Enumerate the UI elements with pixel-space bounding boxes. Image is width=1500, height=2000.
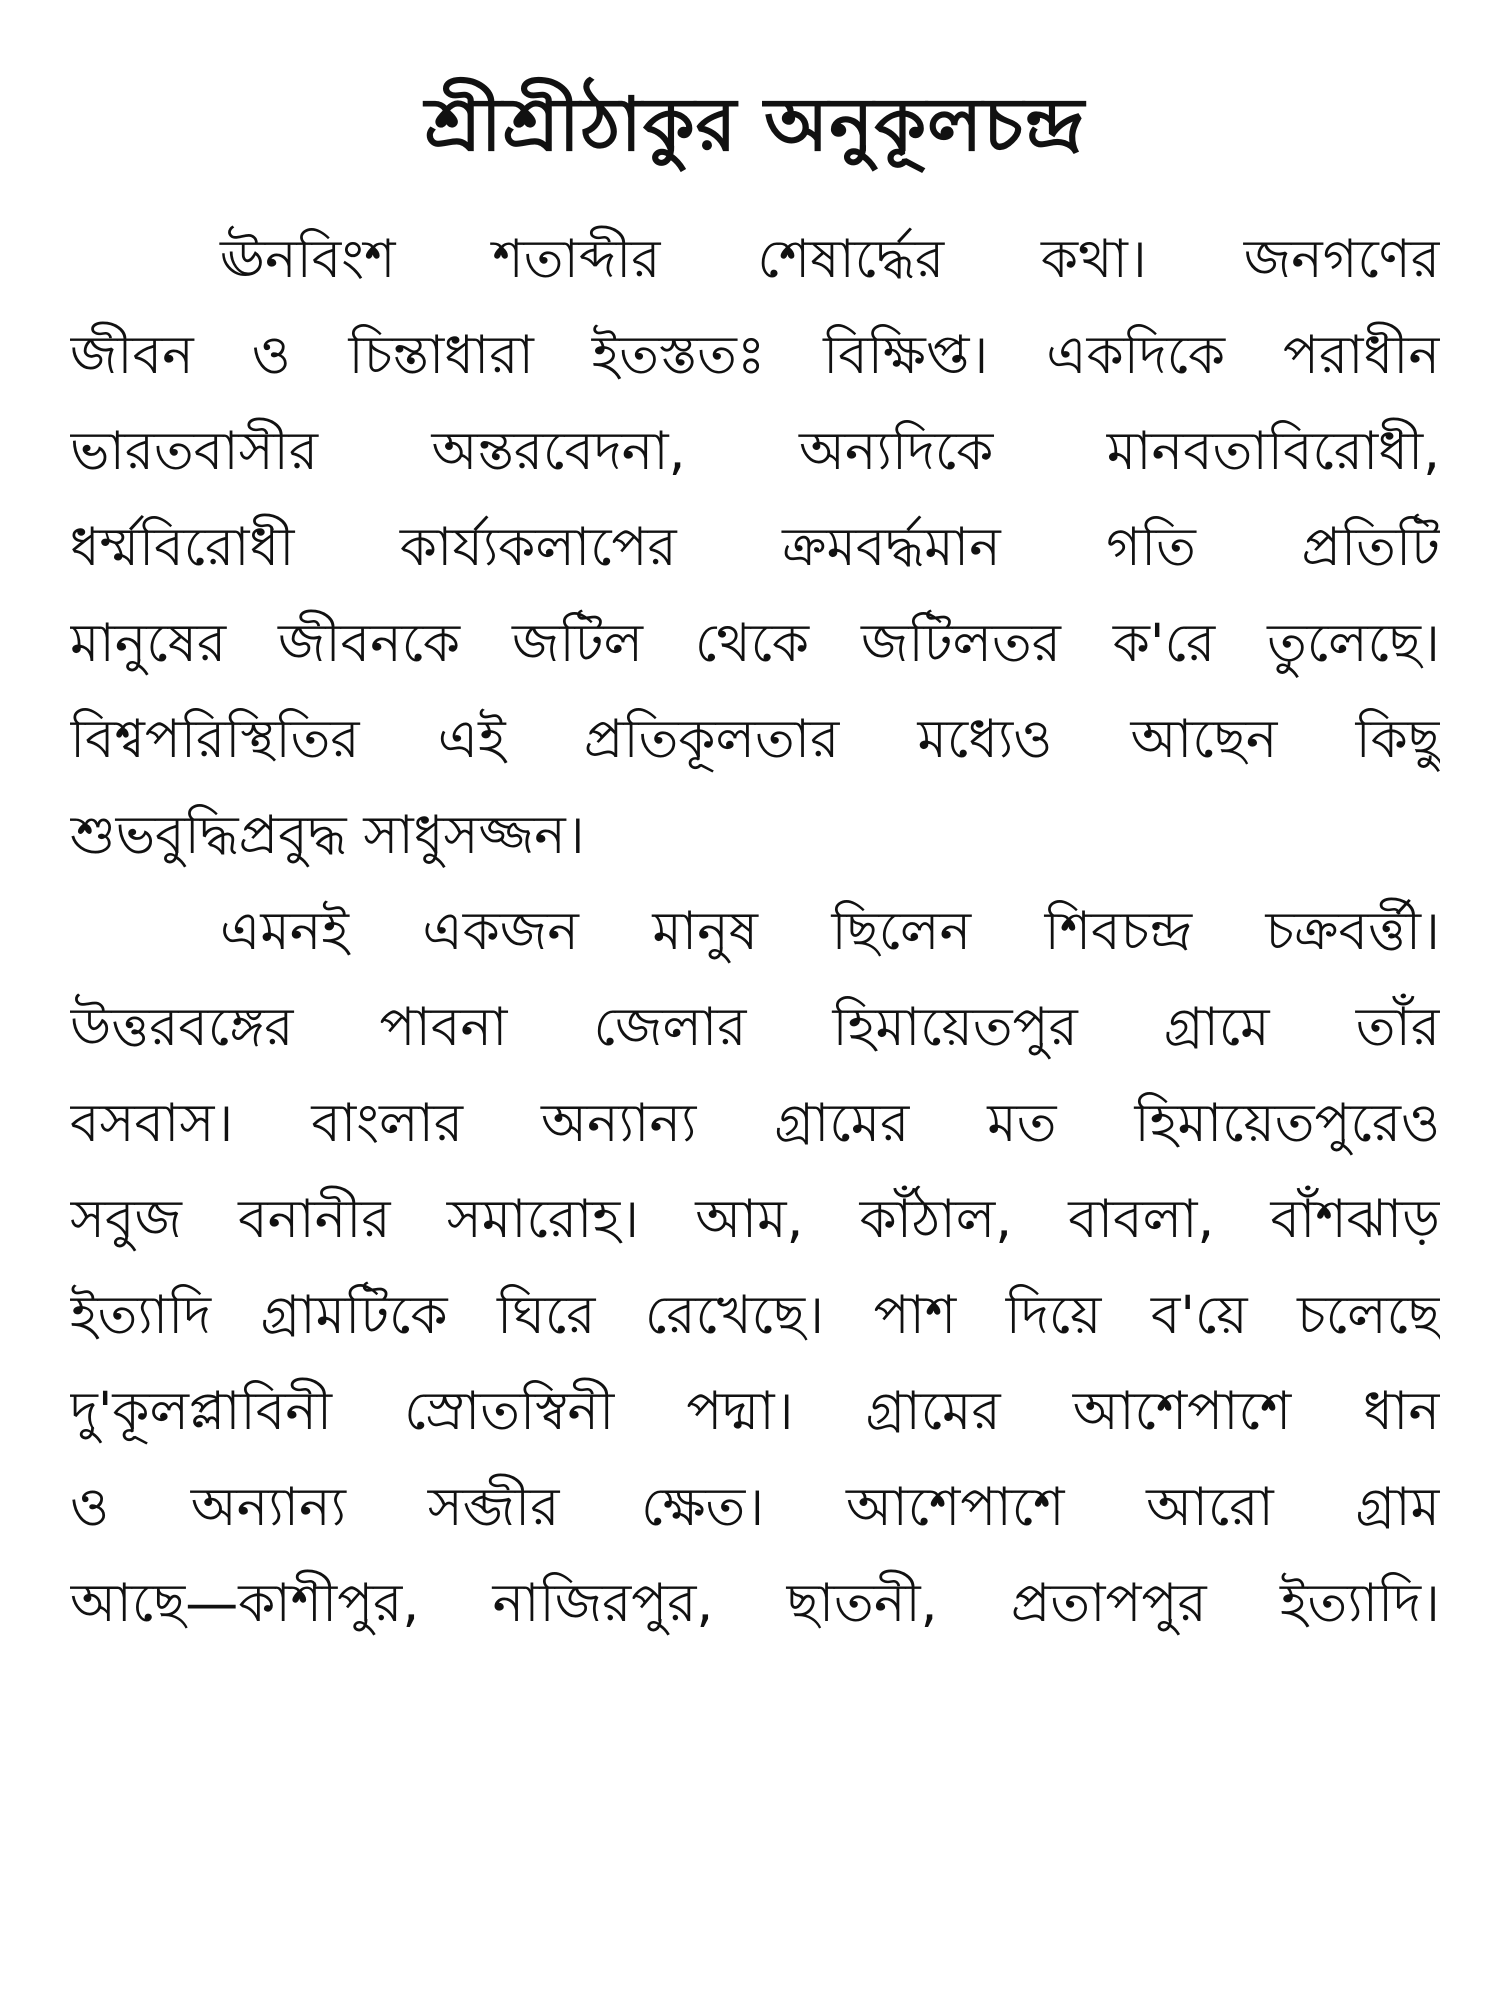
paragraph-1	[70, 212, 1440, 884]
paragraph-2-line-4: সবুজ বনানীর সমারোহ। আম, কাঁঠাল, বাবলা, বাঁশঝাড়	[70, 1189, 1440, 1250]
paragraph-2-line-7: ও অন্যান্য সব্জীর ক্ষেত। আশেপাশে আরো গ্রাম	[70, 1477, 1440, 1538]
paragraph-2	[70, 884, 1440, 1652]
paragraph-2-line-2: উত্তরবঙ্গের পাবনা জেলার হিমায়েতপুর গ্রামে তাঁর	[70, 997, 1440, 1058]
paragraph-2-line-5: ইত্যাদি গ্রামটিকে ঘিরে রেখেছে। পাশ দিয়ে ব'য়ে চলেছে	[70, 1285, 1440, 1346]
document-title: শ্রীশ্রীঠাকুর অনুকূলচন্দ্র	[424, 82, 1086, 168]
paragraph-2-line-3: বসবাস। বাংলার অন্যান্য গ্রামের মত হিমায়েতপুরেও	[70, 1093, 1440, 1154]
paragraph-2-line-1: এমনই একজন মানুষ ছিলেন শিবচন্দ্র চক্রবর্ত্তী।	[220, 901, 1440, 962]
paragraph-1-line-5: মানুষের জীবনকে জটিল থেকে জটিলতর ক'রে তুলেছে।	[70, 613, 1440, 674]
paragraph-2-line-8: আছে—কাশীপুর, নাজিরপুর, ছাতনী, প্রতাপপুর ইত্যাদি।	[70, 1573, 1440, 1634]
paragraph-2-line-6: দু'কূলপ্লাবিনী স্রোতস্বিনী পদ্মা। গ্রামের আশেপাশে ধান	[70, 1381, 1440, 1442]
paragraph-1-line-3: ভারতবাসীর অন্তরবেদনা, অন্যদিকে মানবতাবিরোধী,	[70, 421, 1440, 482]
paragraph-1-line-7: শুভবুদ্ধিপ্রবুদ্ধ সাধুসজ্জন।	[70, 805, 585, 866]
paragraph-1-line-2: জীবন ও চিন্তাধারা ইতস্ততঃ বিক্ষিপ্ত। একদিকে পরাধীন	[70, 325, 1440, 386]
paragraph-1-line-6: বিশ্বপরিস্থিতির এই প্রতিকূলতার মধ্যেও আছেন কিছু	[70, 709, 1440, 770]
paragraph-1-line-1: ঊনবিংশ শতাব্দীর শেষার্দ্ধের কথা। জনগণের	[220, 229, 1440, 290]
paragraph-1-line-4: ধর্ম্মবিরোধী কার্য্যকলাপের ক্রমবর্দ্ধমান গতি প্রতিটি	[70, 517, 1440, 578]
